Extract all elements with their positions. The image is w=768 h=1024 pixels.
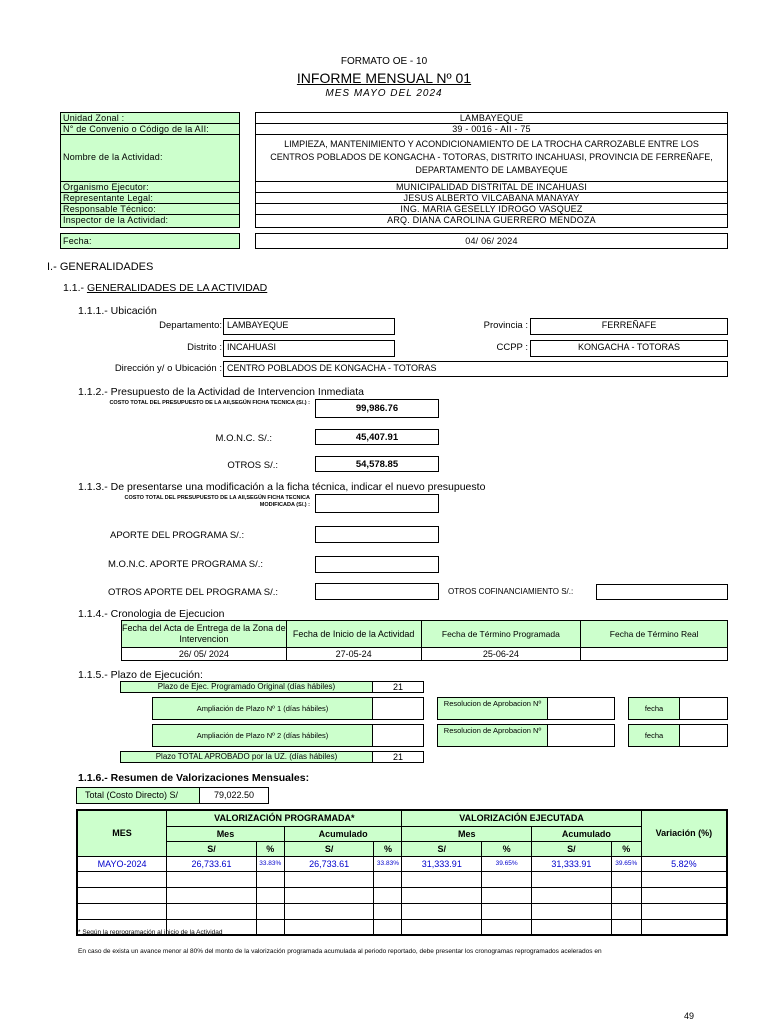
monc-label: M.O.N.C. S/.: bbox=[215, 433, 272, 444]
direccion-field: CENTRO POBLADOS DE KONGACHA - TOTORAS bbox=[223, 361, 728, 377]
row-variacion: 5.82% bbox=[641, 856, 727, 871]
col-ejecutada-header: VALORIZACIÓN EJECUTADA bbox=[402, 810, 641, 826]
info-value-inspector: ARQ. DIANA CAROLINA GUERRERO MENDOZA bbox=[255, 214, 728, 228]
direccion-label: Dirección y/ o Ubicación : bbox=[114, 363, 222, 374]
cronologia-value-acta: 26/ 05/ 2024 bbox=[122, 648, 287, 661]
note-avance: En caso de exista un avance menor al 80% del monto de la valorización programada acumulada al periodo reportado, debe presentar los cronogramas reprogramados acelerados en bbox=[78, 948, 602, 955]
section-1-1-2-title: 1.1.2.- Presupuesto de la Actividad de Intervencion Inmediata bbox=[78, 386, 365, 398]
table-row bbox=[77, 871, 727, 887]
prog-acum-soles-h: S/ bbox=[284, 841, 374, 856]
plazo-original-label: Plazo de Ejec. Programado Original (días hábiles) bbox=[120, 681, 373, 693]
col-variacion-header: Variación (%) bbox=[641, 810, 727, 856]
total-costo-directo-label: Total (Costo Directo) S/ bbox=[76, 787, 200, 804]
table-row bbox=[77, 887, 727, 903]
info-value-actividad: LIMPIEZA, MANTENIMIENTO Y ACONDICIONAMIENTO DE LA TROCHA CARROZABLE ENTRE LOS CENTROS POBLADOS DE KONGACHA - TOTORAS, DISTRITO INCAHUASI, PROVINCIA DE FERREÑAFE, DEPARTAMENTO DE LAMBAYEQUE bbox=[255, 134, 728, 182]
cronologia-value-inicio: 27-05-24 bbox=[286, 648, 421, 661]
provincia-field: FERREÑAFE bbox=[530, 318, 728, 335]
info-value-fecha: 04/ 06/ 2024 bbox=[255, 233, 728, 249]
row-prog-acu-pct: 33.83% bbox=[374, 856, 402, 871]
departamento-label: Departamento: bbox=[159, 320, 222, 331]
otros-field: 54,578.85 bbox=[315, 456, 439, 472]
costo-modificado-label: COSTO TOTAL DEL PRESUPUESTO DE LA AII,SEGÚN FICHA TECNICA MODIFICADA (S/.) : bbox=[124, 495, 310, 508]
section-1-1-title: 1.1.- GENERALIDADES DE LA ACTIVIDAD bbox=[63, 282, 268, 294]
ejec-mes-pct-h: % bbox=[482, 841, 532, 856]
departamento-field: LAMBAYEQUE bbox=[223, 318, 395, 335]
ccpp-field: KONGACHA - TOTORAS bbox=[530, 340, 728, 357]
info-value-unidad: LAMBAYEQUE bbox=[255, 112, 728, 124]
section-1-1-5-title: 1.1.5.- Plazo de Ejecución: bbox=[78, 669, 203, 681]
distrito-field: INCAHUASI bbox=[223, 340, 395, 357]
info-label-unidad: Unidad Zonal : bbox=[60, 112, 240, 124]
ejec-acum-pct-h: % bbox=[611, 841, 641, 856]
row-prog-acu: 26,733.61 bbox=[284, 856, 374, 871]
valorizaciones-table bbox=[76, 809, 728, 936]
table-row bbox=[77, 856, 727, 871]
info-value-representante: JESUS ALBERTO VILCABANA MANAYAY bbox=[255, 192, 728, 204]
cronologia-header-acta: Fecha del Acta de Entrega de la Zona de Intervencion bbox=[122, 621, 287, 648]
col-programada-header: VALORIZACIÓN PROGRAMADA* bbox=[167, 810, 402, 826]
row-ejec-acu-pct: 39.65% bbox=[611, 856, 641, 871]
resolucion-2-label: Resolucion de Aprobacion Nº bbox=[437, 724, 548, 747]
row-prog-mes-pct: 33.83% bbox=[256, 856, 284, 871]
ampliacion-1-value bbox=[372, 697, 424, 720]
report-month: MES MAYO DEL 2024 bbox=[325, 88, 443, 99]
ejec-acum-sub: Acumulado bbox=[532, 826, 642, 841]
cronologia-header-inicio: Fecha de Inicio de la Actividad bbox=[286, 621, 421, 648]
info-label-representante: Representante Legal: bbox=[60, 192, 240, 204]
prog-acum-sub: Acumulado bbox=[284, 826, 402, 841]
row-ejec-acu: 31,333.91 bbox=[532, 856, 612, 871]
plazo-original-value: 21 bbox=[372, 681, 424, 693]
info-label-actividad: Nombre de la Actividad: bbox=[60, 134, 240, 182]
section-generalidades-title: I.- GENERALIDADES bbox=[47, 261, 154, 273]
fecha-1-value bbox=[679, 697, 728, 720]
info-label-organismo: Organismo Ejecutor: bbox=[60, 181, 240, 193]
plazo-total-label: Plazo TOTAL APROBADO por la UZ. (días hábiles) bbox=[120, 751, 373, 763]
row-ejec-mes-pct: 39.65% bbox=[482, 856, 532, 871]
costo-total-field: 99,986.76 bbox=[315, 399, 439, 418]
ampliacion-2-label: Ampliación de Plazo Nº 2 (días hábiles) bbox=[152, 724, 373, 747]
resolucion-2-value bbox=[547, 724, 615, 747]
row-prog-mes: 26,733.61 bbox=[167, 856, 257, 871]
monc-aporte-label: M.O.N.C. APORTE PROGRAMA S/.: bbox=[108, 559, 264, 570]
costo-modificado-field bbox=[315, 494, 439, 513]
costo-total-label: COSTO TOTAL DEL PRESUPUESTO DE LA AII,SEGÚN FICHA TECNICA (S/.) : bbox=[109, 400, 310, 406]
aporte-programa-label: APORTE DEL PROGRAMA S/.: bbox=[110, 530, 245, 541]
cronologia-header-termino-prog: Fecha de Término Programada bbox=[421, 621, 581, 648]
section-1-1-1-title: 1.1.1.- Ubicación bbox=[78, 305, 157, 317]
fecha-1-label: fecha bbox=[628, 697, 680, 720]
prog-acum-pct-h: % bbox=[374, 841, 402, 856]
prog-mes-soles-h: S/ bbox=[167, 841, 257, 856]
page-number: 49 bbox=[684, 1011, 695, 1021]
total-costo-directo-value: 79,022.50 bbox=[199, 787, 269, 804]
monc-field: 45,407.91 bbox=[315, 429, 439, 445]
cronologia-value-termino-real bbox=[581, 648, 728, 661]
ampliacion-2-value bbox=[372, 724, 424, 747]
section-1-1-4-title: 1.1.4.- Cronologia de Ejecucion bbox=[78, 608, 225, 620]
info-label-responsable: Responsable Técnico: bbox=[60, 203, 240, 215]
info-label-fecha: Fecha: bbox=[60, 233, 240, 249]
col-mes-header: MES bbox=[77, 810, 167, 856]
plazo-total-value: 21 bbox=[372, 751, 424, 763]
info-value-organismo: MUNICIPALIDAD DISTRITAL DE INCAHUASI bbox=[255, 181, 728, 193]
otros-aporte-field bbox=[315, 583, 439, 600]
section-1-1-6-title: 1.1.6.- Resumen de Valorizaciones Mensuales: bbox=[78, 772, 310, 784]
aporte-programa-field bbox=[315, 526, 439, 543]
cronologia-header-termino-real: Fecha de Término Real bbox=[581, 621, 728, 648]
prog-mes-sub: Mes bbox=[167, 826, 285, 841]
ccpp-label: CCPP : bbox=[496, 342, 528, 353]
resolucion-1-label: Resolucion de Aprobacion Nº bbox=[437, 697, 548, 720]
ejec-mes-soles-h: S/ bbox=[402, 841, 482, 856]
monc-aporte-field bbox=[315, 556, 439, 573]
ampliacion-1-label: Ampliación de Plazo Nº 1 (días hábiles) bbox=[152, 697, 373, 720]
note-reprogramacion: * Según la reprogramación al inicio de la Actividad bbox=[78, 929, 223, 936]
fecha-2-label: fecha bbox=[628, 724, 680, 747]
fecha-2-value bbox=[679, 724, 728, 747]
row-ejec-mes: 31,333.91 bbox=[402, 856, 482, 871]
cofinanciamiento-field bbox=[596, 584, 728, 600]
provincia-label: Provincia : bbox=[483, 320, 528, 331]
cronologia-value-termino-prog: 25-06-24 bbox=[421, 648, 581, 661]
formato-code: FORMATO OE - 10 bbox=[340, 56, 428, 67]
info-label-convenio: N° de Convenio o Código de la AII: bbox=[60, 123, 240, 135]
cofinanciamiento-label: OTROS COFINANCIAMIENTO S/.: bbox=[448, 587, 574, 596]
report-title: INFORME MENSUAL Nº 01 bbox=[296, 70, 472, 86]
section-1-1-3-title: 1.1.3.- De presentarse una modificación a la ficha técnica, indicar el nuevo presupuesto bbox=[78, 481, 486, 493]
otros-aporte-label: OTROS APORTE DEL PROGRAMA S/.: bbox=[108, 587, 278, 598]
section-1-1-text: GENERALIDADES DE LA ACTIVIDAD bbox=[86, 282, 268, 294]
prog-mes-pct-h: % bbox=[256, 841, 284, 856]
ejec-mes-sub: Mes bbox=[402, 826, 532, 841]
cronologia-table bbox=[121, 620, 728, 661]
row-mes: MAYO-2024 bbox=[77, 856, 167, 871]
distrito-label: Distrito : bbox=[187, 342, 222, 353]
resolucion-1-value bbox=[547, 697, 615, 720]
otros-label: OTROS S/.: bbox=[227, 460, 278, 471]
table-row bbox=[77, 903, 727, 919]
info-value-convenio: 39 - 0016 - AII - 75 bbox=[255, 123, 728, 135]
ejec-acum-soles-h: S/ bbox=[532, 841, 612, 856]
info-label-inspector: Inspector de la Actividad: bbox=[60, 214, 240, 228]
info-value-responsable: ING. MARIA GESELLY IDROGO VASQUEZ bbox=[255, 203, 728, 215]
